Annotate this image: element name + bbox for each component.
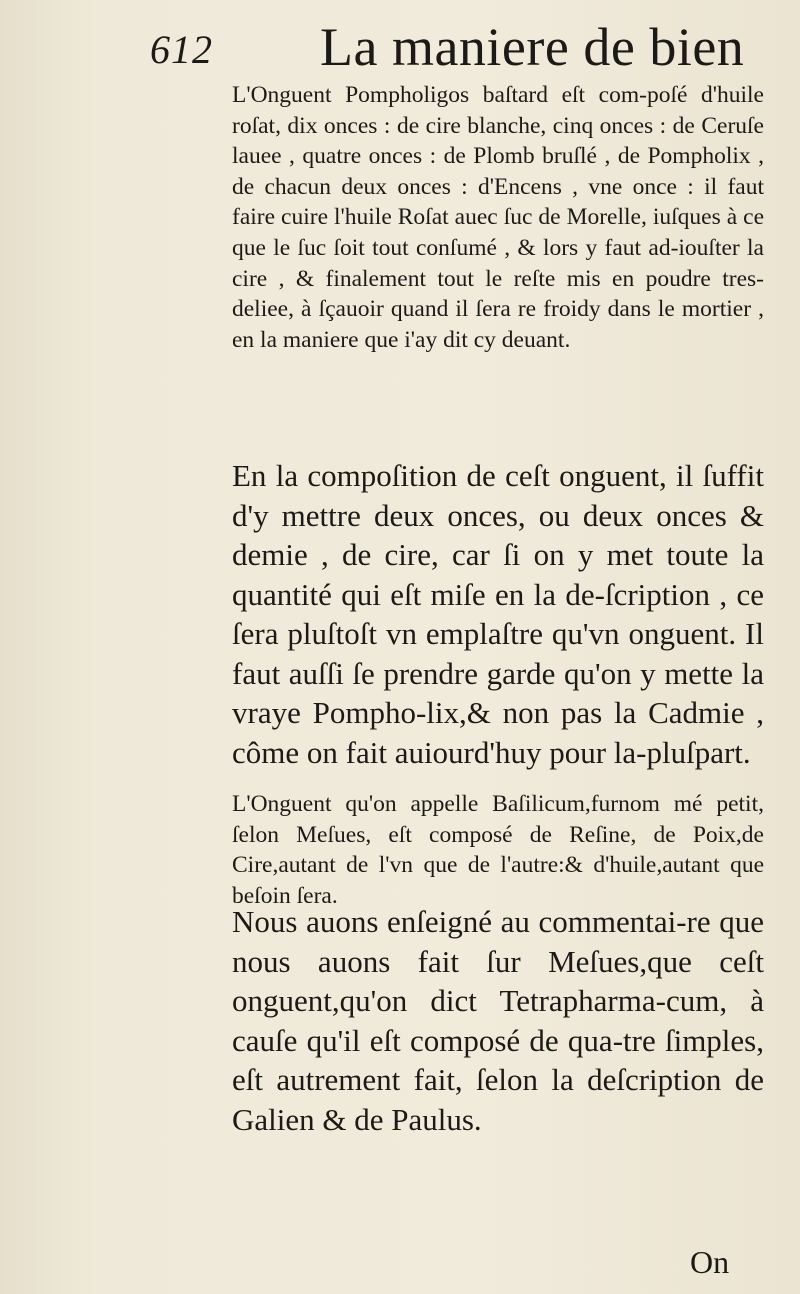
paragraph-composition: En la compoſition de ceſt onguent, il ſuffit d'y mettre deux onces, ou deux onces & demie , de cire, car ſi on y met toute la quantité qui eſt miſe en la de-ſcription , ce ſera pluſtoſt vn emplaſtre qu'vn onguent. Il faut auſſi ſe prendre garde qu'on y mette la vraye Pompho-lix,& non pas la Cadmie , côme on fait auiourd'huy pour la-pluſpart.: [232, 458, 764, 770]
paragraph-basilicum: L'Onguent qu'on appelle Baſilicum,furnom mé petit, ſelon Meſues, eſt composé de Reſine, de Poix,de Cire,autant de l'vn que de l'autre:& d'huile,autant que beſoin ſera.: [232, 791, 764, 909]
page-number: 612: [150, 27, 213, 72]
paragraph-onguent-pompholigos: L'Onguent Pompholigos baſtard eſt com-poſé d'huile roſat, dix onces : de cire blanche, cinq onces : de Ceruſe lauee , quatre onces : de Plomb bruſlé , de Pompholix , de chacun deux onces : d'Encens , vne once : il faut faire cuire l'huile Roſat auec ſuc de Morelle, iuſques à ce que le ſuc ſoit tout conſumé , & lors y faut ad-iouſter la cire , & finalement tout le reſte mis en poudre tres-deliee, à ſçauoir quand il ſera re froidy dans le mortier , en la maniere que i'ay dit cy deuant.: [232, 82, 764, 353]
running-head: La maniere de bien: [320, 17, 745, 77]
paragraph-tetrapharmacum: Nous auons enſeigné au commentai-re que nous auons fait ſur Meſues,que ceſt onguent,qu'on dict Tetrapharma-cum, à cauſe qu'il eſt composé de qua-tre ſimples, eſt autrement fait, ſelon la deſcription de Galien & de Paulus.: [232, 904, 764, 1137]
page-header: [150, 14, 770, 76]
catchword: On: [690, 1244, 730, 1280]
